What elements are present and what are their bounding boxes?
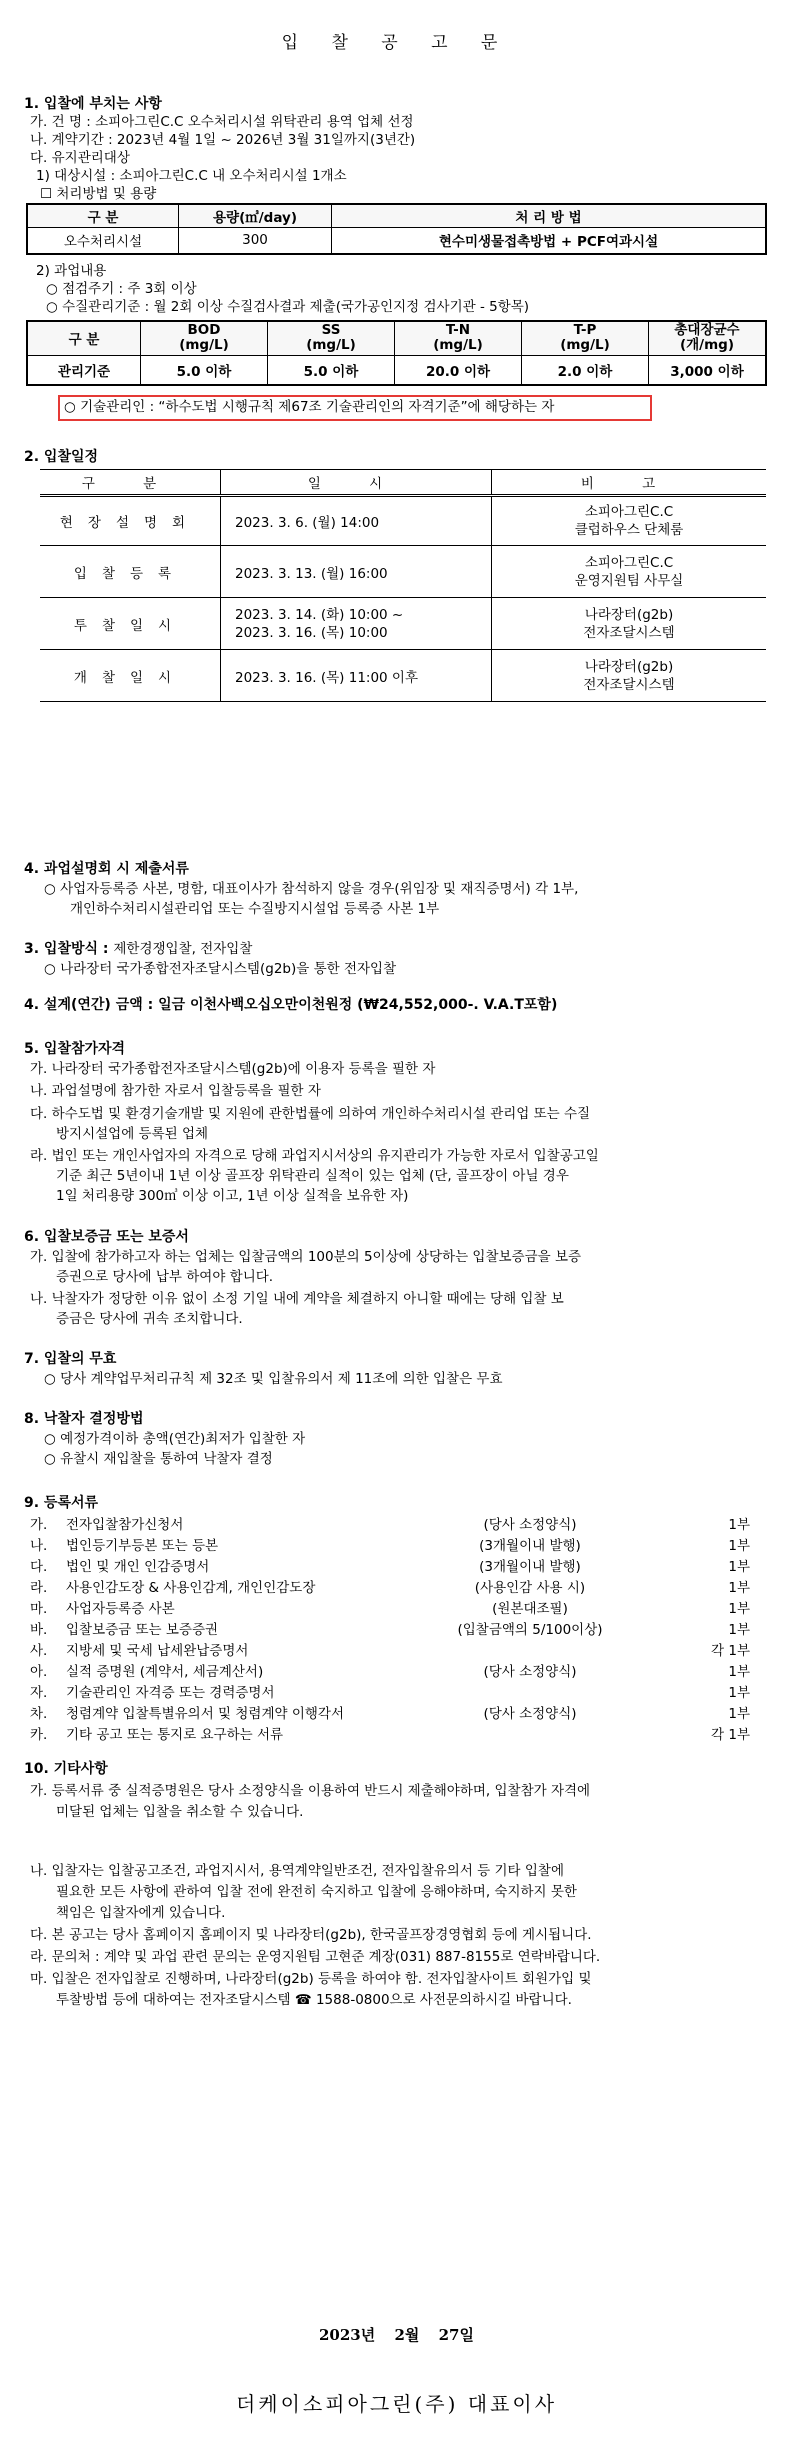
document-item-key: 자. bbox=[30, 1685, 48, 1701]
submission-line-1: ○ 사업자등록증 사본, 명함, 대표이사가 참석하지 않을 경우(위임장 및 재직증명서) 각 1부, bbox=[44, 881, 579, 897]
quality-table-header bbox=[395, 321, 522, 355]
schedule-header: 일 시 bbox=[221, 470, 492, 496]
winner-rule-2: ○ 유찰시 재입찰을 통하여 낙찰자 결정 bbox=[44, 1451, 273, 1467]
document-item-note: (원본대조필) bbox=[492, 1601, 568, 1617]
document-item-qty: 1부 bbox=[728, 1559, 750, 1575]
page-title: 입 찰 공 고 문 bbox=[281, 33, 512, 53]
section-bid-method bbox=[24, 940, 252, 958]
document-item-key: 마. bbox=[30, 1601, 48, 1617]
quality-table-header bbox=[522, 321, 649, 355]
schedule-date-line: 2023. 3. 14. (화) 10:00 ~ bbox=[235, 606, 404, 623]
other-e-cont: 투찰방법 등에 대하여는 전자조달시스템 ☎ 1588-0800으로 사전문의하시길 바랍니다. bbox=[56, 1992, 572, 2008]
header-coliform: 총대장균수 bbox=[674, 322, 740, 339]
section-invalid-heading: 7. 입찰의 무효 bbox=[24, 1351, 117, 1367]
section-bond-heading: 6. 입찰보증금 또는 보증서 bbox=[24, 1229, 189, 1245]
schedule-label: 현장설명회 bbox=[40, 496, 221, 546]
document-item-note: (입찰금액의 5/100이상) bbox=[457, 1622, 603, 1638]
quality-table-cell: 관리기준 bbox=[27, 355, 141, 385]
document-item-name: 법인 및 개인 인감증명서 bbox=[66, 1559, 210, 1575]
schedule-note bbox=[492, 598, 767, 650]
qualification-b: 나. 과업설명에 참가한 자로서 입찰등록을 필한 자 bbox=[30, 1083, 321, 1099]
document-item-note: (3개월이내 발행) bbox=[479, 1538, 581, 1554]
tech-manager-requirement: ○ 기술관리인 : “하수도법 시행규칙 제67조 기술관리인의 자격기준”에 해당하는 자 bbox=[64, 399, 555, 415]
schedule-header: 비 고 bbox=[492, 470, 767, 496]
schedule-note-line: 나라장터(g2b) bbox=[584, 658, 674, 675]
facility-table-cell: 300 bbox=[179, 227, 332, 254]
facility-table bbox=[26, 203, 767, 255]
quality-table-header bbox=[141, 321, 268, 355]
schedule-note-line: 전자조달시스템 bbox=[583, 624, 675, 641]
submission-line-2: 개인하수처리시설관리업 또는 수질방지시설업 등록증 사본 1부 bbox=[70, 901, 440, 917]
quality-table-cell: 5.0 이하 bbox=[268, 355, 395, 385]
qualification-d-cont: 기준 최근 5년이내 1년 이상 골프장 위탁관리 실적이 있는 업체 (단, 골프장이 아닐 경우 bbox=[56, 1168, 569, 1184]
document-item-key: 차. bbox=[30, 1706, 48, 1722]
facility-table-header: 용량(㎥/day) bbox=[179, 204, 332, 227]
section-qualification-heading: 5. 입찰참가자격 bbox=[24, 1041, 126, 1057]
document-item-qty: 1부 bbox=[728, 1685, 750, 1701]
other-e: 마. 입찰은 전자입찰로 진행하며, 나라장터(g2b) 등록을 하여야 함. 전자입찰사이트 회원가입 및 bbox=[30, 1971, 592, 1987]
section-1-heading: 1. 입찰에 부치는 사항 bbox=[24, 96, 162, 112]
document-item-qty: 1부 bbox=[728, 1664, 750, 1680]
other-b-cont: 필요한 모든 사항에 관하여 입찰 전에 완전히 숙지하고 입찰에 응해야하며, 숙지하지 못한 bbox=[56, 1884, 577, 1900]
schedule-date: 2023. 3. 6. (월) 14:00 bbox=[221, 496, 492, 546]
winner-rule-1: ○ 예정가격이하 총액(연간)최저가 입찰한 자 bbox=[44, 1431, 306, 1447]
document-item-name: 입찰보증금 또는 보증증권 bbox=[66, 1622, 219, 1638]
document-item-key: 카. bbox=[30, 1727, 48, 1743]
facility-table-cell: 현수미생물접촉방법 + PCF여과시설 bbox=[332, 227, 767, 254]
document-item-key: 다. bbox=[30, 1559, 48, 1575]
document-item-qty: 각 1부 bbox=[711, 1727, 750, 1743]
other-c: 다. 본 공고는 당사 홈페이지 홈페이지 및 나라장터(g2b), 한국골프장경영협회 등에 게시됩니다. bbox=[30, 1927, 592, 1943]
facility-table-cell: 오수처리시설 bbox=[27, 227, 179, 254]
header-unit: (mg/L) bbox=[306, 337, 356, 354]
schedule-date: 2023. 3. 16. (목) 11:00 이후 bbox=[221, 650, 492, 702]
schedule-note-line: 운영지원팀 사무실 bbox=[574, 572, 684, 589]
quality-standard: ○ 수질관리기준 : 월 2회 이상 수질검사결과 제출(국가공인지정 검사기관 - 5항목) bbox=[46, 299, 530, 315]
document-item-qty: 1부 bbox=[728, 1622, 750, 1638]
header-unit: (mg/L) bbox=[433, 337, 483, 354]
bond-b-cont: 증금은 당사에 귀속 조치합니다. bbox=[56, 1311, 243, 1327]
document-item-name: 사업자등록증 사본 bbox=[66, 1601, 175, 1617]
quality-table-cell: 20.0 이하 bbox=[395, 355, 522, 385]
quality-table-cell: 3,000 이하 bbox=[649, 355, 767, 385]
other-a-cont: 미달된 업체는 입찰을 취소할 수 있습니다. bbox=[56, 1804, 304, 1820]
facility-table-header: 처 리 방 법 bbox=[332, 204, 767, 227]
qualification-c-cont: 방지시설업에 등록된 업체 bbox=[56, 1126, 209, 1142]
quality-table-header: 구 분 bbox=[27, 321, 141, 355]
document-item-name: 실적 증명원 (계약서, 세금계산서) bbox=[66, 1664, 264, 1680]
schedule-label: 투찰일시 bbox=[40, 598, 221, 650]
schedule-label: 개찰일시 bbox=[40, 650, 221, 702]
document-item-qty: 1부 bbox=[728, 1706, 750, 1722]
document-item-qty: 1부 bbox=[728, 1601, 750, 1617]
schedule-date-line: 2023. 3. 16. (목) 10:00 bbox=[235, 624, 388, 641]
schedule-note-line: 소피아그린C.C bbox=[584, 554, 674, 571]
section-winner-heading: 8. 낙찰자 결정방법 bbox=[24, 1411, 144, 1427]
quality-table-header bbox=[268, 321, 395, 355]
facility-table-header: 구 분 bbox=[27, 204, 179, 227]
document-item-name: 전자입찰참가신청서 bbox=[66, 1517, 184, 1533]
schedule-table bbox=[40, 469, 766, 702]
qualification-c: 다. 하수도법 및 환경기술개발 및 지원에 관한법률에 의하여 개인하수처리시설 관리업 또는 수질 bbox=[30, 1106, 591, 1122]
quality-table bbox=[26, 320, 767, 386]
other-a: 가. 등록서류 중 실적증명원은 당사 소정양식을 이용하여 반드시 제출해야하며, 입찰참가 자격에 bbox=[30, 1783, 591, 1799]
header-tp: T-P bbox=[573, 322, 597, 339]
schedule-note-line: 소피아그린C.C bbox=[584, 504, 674, 520]
document-item-key: 나. bbox=[30, 1538, 48, 1554]
document-item-note: (당사 소정양식) bbox=[483, 1706, 577, 1722]
section-other-heading: 10. 기타사항 bbox=[24, 1761, 108, 1777]
document-item-note: (3개월이내 발행) bbox=[479, 1559, 581, 1575]
document-item-note: (당사 소정양식) bbox=[483, 1664, 577, 1680]
document-item-name: 지방세 및 국세 납세완납증명서 bbox=[66, 1643, 249, 1659]
document-item-qty: 각 1부 bbox=[711, 1643, 750, 1659]
invalid-detail: ○ 당사 계약업무처리규칙 제 32조 및 입찰유의서 제 11조에 의한 입찰은 무효 bbox=[44, 1371, 503, 1387]
notice-date: 2023년 2월 27일 bbox=[319, 2326, 474, 2344]
header-bod: BOD bbox=[187, 322, 221, 339]
quality-table-cell: 2.0 이하 bbox=[522, 355, 649, 385]
bid-method-heading: 3. 입찰방식 : bbox=[24, 941, 114, 957]
document-item-key: 라. bbox=[30, 1580, 48, 1596]
schedule-date bbox=[221, 598, 492, 650]
header-tn: T-N bbox=[445, 322, 471, 339]
quality-table-cell: 5.0 이하 bbox=[141, 355, 268, 385]
other-b: 나. 입찰자는 입찰공고조건, 과업지시서, 용역계약일반조건, 전자입찰유의서 등 기타 입찰에 bbox=[30, 1863, 565, 1879]
document-item-key: 아. bbox=[30, 1664, 48, 1680]
qualification-d-cont: 1일 처리용량 300㎥ 이상 이고, 1년 이상 실적을 보유한 자) bbox=[56, 1188, 409, 1204]
document-item-name: 기술관리인 자격증 또는 경력증명서 bbox=[66, 1685, 275, 1701]
schedule-note bbox=[492, 496, 767, 546]
schedule-date: 2023. 3. 13. (월) 16:00 bbox=[221, 546, 492, 598]
document-item-note: (당사 소정양식) bbox=[483, 1517, 577, 1533]
document-item-name: 청렴계약 입찰특별유의서 및 청렴계약 이행각서 bbox=[66, 1706, 344, 1722]
document-item-name: 사용인감도장 & 사용인감계, 개인인감도장 bbox=[66, 1580, 316, 1596]
document-item-key: 바. bbox=[30, 1622, 48, 1638]
schedule-note bbox=[492, 546, 767, 598]
company-signature: 더케이소피아그린(주) 대표이사 bbox=[235, 2392, 558, 2416]
project-name: 가. 건 명 : 소피아그린C.C 오수처리시설 위탁관리 용역 업체 선정 bbox=[30, 114, 414, 130]
document-item-qty: 1부 bbox=[728, 1580, 750, 1596]
quality-table-header bbox=[649, 321, 767, 355]
schedule-note-line: 나라장터(g2b) bbox=[584, 606, 674, 623]
schedule-header: 구 분 bbox=[40, 470, 221, 496]
document-item-note: (사용인감 사용 시) bbox=[474, 1580, 586, 1596]
schedule-note bbox=[492, 650, 767, 702]
document-item-key: 가. bbox=[30, 1517, 48, 1533]
document-item-name: 법인등기부등본 또는 등본 bbox=[66, 1538, 219, 1554]
qualification-a: 가. 나라장터 국가종합전자조달시스템(g2b)에 이용자 등록을 필한 자 bbox=[30, 1061, 436, 1077]
document-item-qty: 1부 bbox=[728, 1517, 750, 1533]
header-unit: (mg/L) bbox=[179, 337, 229, 354]
document-item-name: 기타 공고 또는 통지로 요구하는 서류 bbox=[66, 1727, 284, 1743]
document-item-key: 사. bbox=[30, 1643, 48, 1659]
header-unit: (mg/L) bbox=[560, 337, 610, 354]
maintenance-target: 다. 유지관리대상 bbox=[30, 150, 130, 166]
qualification-d: 라. 법인 또는 개인사업자의 자격으로 당해 과업지시서상의 유지관리가 가능한 자로서 입찰공고일 bbox=[30, 1148, 599, 1164]
other-b-cont: 책임은 입찰자에게 있습니다. bbox=[56, 1905, 226, 1921]
contract-period: 나. 계약기간 : 2023년 4월 1일 ~ 2026년 3월 31일까지(3년간) bbox=[30, 132, 416, 148]
schedule-label: 입찰등록 bbox=[40, 546, 221, 598]
task-content: 2) 과업내용 bbox=[36, 263, 107, 279]
document-item-qty: 1부 bbox=[728, 1538, 750, 1554]
bond-b: 나. 낙찰자가 정당한 이유 없이 소정 기일 내에 계약을 체결하지 아니할 때에는 당해 입찰 보 bbox=[30, 1291, 564, 1307]
schedule-note-line: 클럽하우스 단체룸 bbox=[574, 522, 684, 538]
design-amount: 4. 설계(연간) 금액 : 일금 이천사백오십오만이천원정 (₩24,552,000-. V.A.T포함) bbox=[24, 997, 558, 1013]
bond-a-cont: 증권으로 당사에 납부 하여야 합니다. bbox=[56, 1269, 274, 1285]
section-2-heading: 2. 입찰일정 bbox=[24, 449, 99, 465]
other-d: 라. 문의처 : 계약 및 과업 관련 문의는 운영지원팀 고현준 계장(031) 887-8155로 연락바랍니다. bbox=[30, 1949, 601, 1965]
inspection-cycle: ○ 점검주기 : 주 3회 이상 bbox=[46, 281, 197, 297]
schedule-note-line: 전자조달시스템 bbox=[583, 676, 675, 693]
header-ss: SS bbox=[321, 322, 341, 339]
section-docs-heading: 9. 등록서류 bbox=[24, 1495, 99, 1511]
target-facility: 1) 대상시설 : 소피아그린C.C 내 오수처리시설 1개소 bbox=[36, 168, 347, 184]
bid-method-value: 제한경쟁입찰, 전자입찰 bbox=[113, 941, 253, 957]
section-submission-heading: 4. 과업설명회 시 제출서류 bbox=[24, 861, 189, 877]
bid-method-detail: ○ 나라장터 국가종합전자조달시스템(g2b)을 통한 전자입찰 bbox=[44, 961, 397, 977]
header-unit: (개/mg) bbox=[679, 337, 735, 354]
bond-a: 가. 입찰에 참가하고자 하는 업체는 입찰금액의 100분의 5이상에 상당하는 입찰보증금을 보증 bbox=[30, 1249, 582, 1265]
treatment-method-label: ☐ 처리방법 및 용량 bbox=[40, 186, 157, 202]
